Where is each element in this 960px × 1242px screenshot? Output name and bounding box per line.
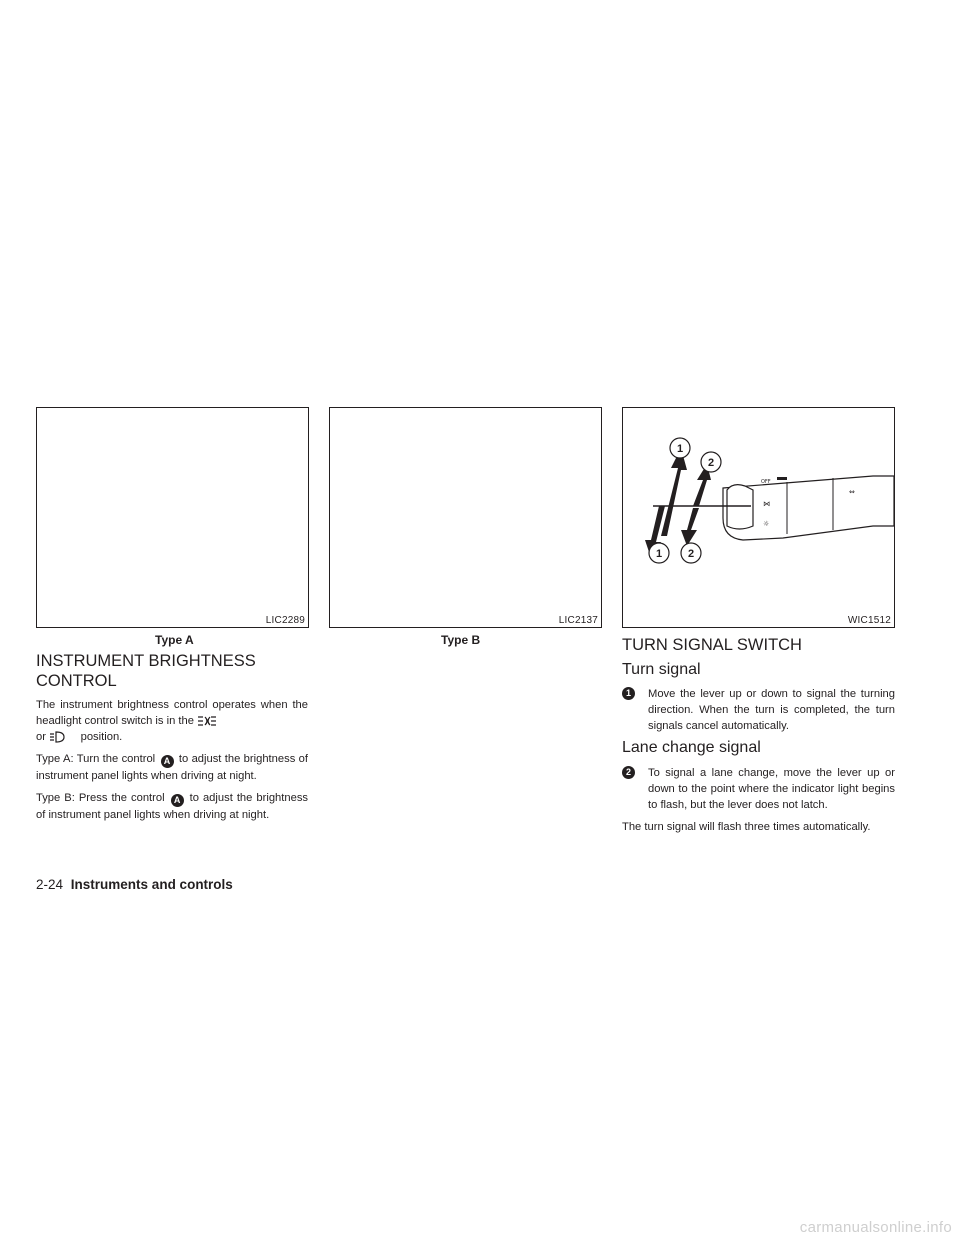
- section-title: Instruments and controls: [70, 877, 233, 892]
- paragraph: [36, 751, 308, 784]
- paragraph: The turn signal will flash three times automatically.: [622, 821, 871, 833]
- text: to adjust the brightness of instrument panel lights when driving at night.: [36, 753, 308, 782]
- subheading-turn-signal: Turn signal: [622, 661, 701, 678]
- figure-type-a: [36, 407, 309, 628]
- headlight-icon: [49, 731, 65, 743]
- figure-code: LIC2137: [558, 615, 598, 626]
- list-item: [622, 686, 895, 734]
- side-light-icon: ⋈: [763, 500, 770, 508]
- figure-code: LIC2289: [265, 615, 305, 626]
- number-1-icon: 1: [622, 687, 635, 700]
- instrument-brightness-body: [36, 697, 308, 829]
- turn-signal-body: [622, 686, 895, 740]
- text: position.: [80, 731, 123, 743]
- arrow-label: 2: [687, 548, 695, 560]
- arrow-label: 1: [676, 443, 684, 455]
- text: or: [36, 731, 46, 743]
- page-footer: [36, 877, 233, 892]
- paragraph: [36, 790, 308, 823]
- number-2-icon: 2: [622, 766, 635, 779]
- arrow-label: 1: [655, 548, 663, 560]
- figure-turn-signal-lever: [622, 407, 895, 628]
- figure-code: WIC1512: [847, 615, 891, 626]
- marker-a-icon: A: [161, 755, 174, 768]
- subheading-lane-change-signal: Lane change signal: [622, 739, 761, 756]
- figure-caption-type-a: Type A: [155, 633, 194, 647]
- page-number: 2-24: [36, 877, 64, 892]
- lever-knob: [727, 485, 753, 529]
- paragraph: [36, 697, 308, 745]
- lane-change-body: [622, 765, 895, 841]
- arrow-up-1-icon: [661, 448, 687, 536]
- text: To signal a lane change, move the lever up or down to the point where the indicator light begins to flash, but the lever does not latch.: [648, 767, 895, 811]
- arrow-down-2-icon: [681, 508, 699, 546]
- side-light-icon: [197, 715, 217, 727]
- text: The instrument brightness control operates when the headlight control switch is in the: [36, 699, 308, 727]
- arrow-label: 2: [707, 457, 715, 469]
- section-heading-turn-signal-switch: TURN SIGNAL SWITCH: [622, 636, 802, 654]
- lever-small-marking: OFF: [761, 479, 771, 485]
- lever-marker: [777, 477, 787, 480]
- text: to adjust the brightness of instrument panel lights when driving at night.: [36, 792, 308, 821]
- figure-type-b: [329, 407, 602, 628]
- marker-a-icon: A: [171, 794, 184, 807]
- list-item: [622, 765, 895, 813]
- turn-signal-lever-illustration: [623, 408, 894, 627]
- fog-light-icon: ⇔: [849, 488, 855, 496]
- headlight-icon: ☼: [763, 520, 770, 528]
- text: Type A: Turn the control: [36, 753, 156, 765]
- section-heading-instrument-brightness: INSTRUMENT BRIGHTNESS CONTROL: [36, 652, 256, 690]
- text: Move the lever up or down to signal the turning direction. When the turn is completed, the turn signals cancel automatically.: [648, 688, 895, 732]
- text: Type B: Press the control: [36, 792, 165, 804]
- figure-caption-type-b: Type B: [441, 633, 481, 647]
- watermark: carmanualsonline.info: [799, 1219, 952, 1236]
